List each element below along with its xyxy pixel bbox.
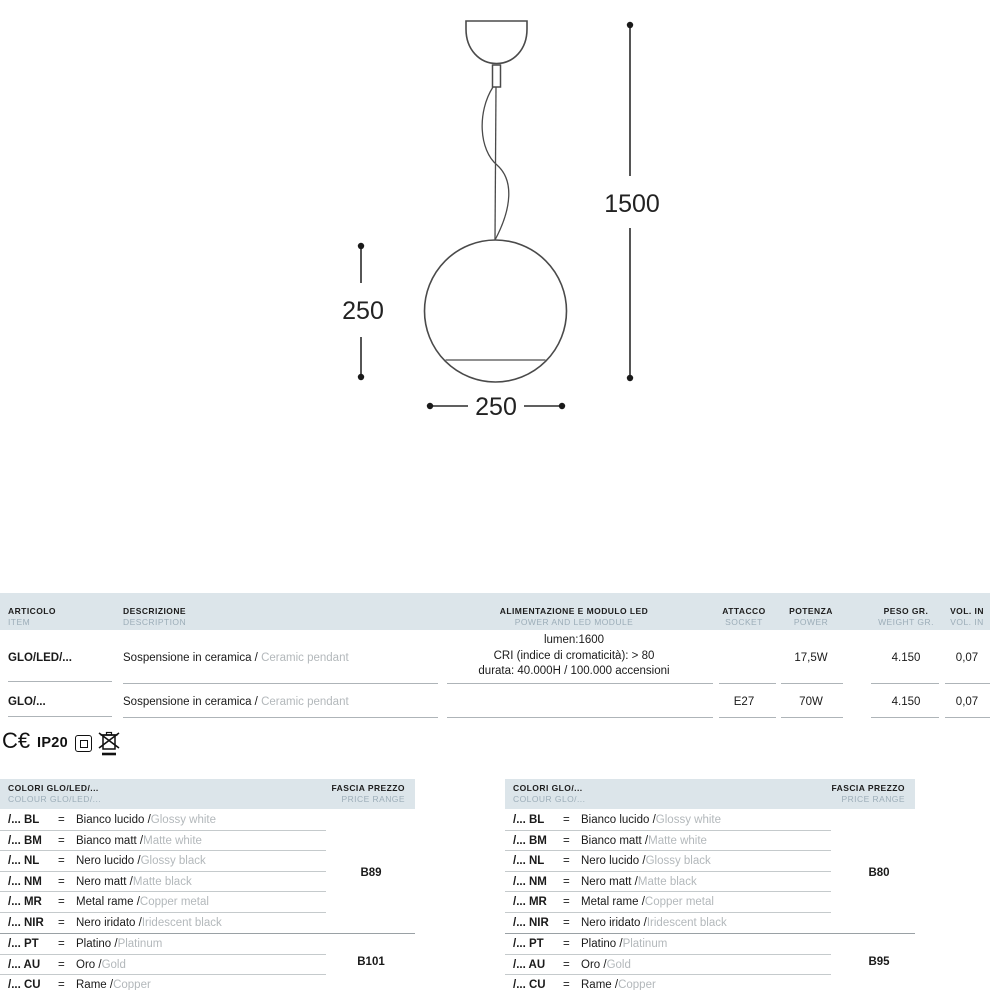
description-it: Sospensione in ceramica /	[123, 696, 262, 708]
ip-rating-label: IP20	[37, 735, 69, 751]
color-row	[0, 831, 415, 852]
equals-sign: =	[58, 896, 65, 909]
color-row	[0, 975, 415, 990]
led-spec-line: durata: 40.000H / 100.000 accensioni	[478, 665, 670, 677]
equals-sign: =	[58, 875, 65, 888]
row-separator	[123, 717, 438, 718]
weight-value: 4.150	[891, 696, 921, 708]
equals-sign: =	[58, 938, 65, 951]
equals-sign: =	[58, 834, 65, 847]
column-header-vol	[927, 606, 990, 627]
row-separator	[447, 683, 713, 684]
power-value: 17,5W	[794, 652, 828, 664]
led-spec-line: lumen:1600	[543, 634, 605, 646]
color-name-en: Platinum	[117, 938, 163, 951]
color-name-en: Glossy white	[150, 814, 216, 827]
row-separator	[945, 717, 990, 718]
equals-sign: =	[563, 896, 570, 909]
column-sublabel: POWER	[793, 617, 829, 627]
article-code: GLO/LED/...	[8, 652, 72, 664]
color-code: /... BL	[8, 814, 40, 827]
price-range-header	[250, 783, 405, 804]
color-name-en: Gold	[606, 958, 631, 971]
dim-sphere-height-label: 250	[342, 297, 384, 325]
color-name-en: Glossy black	[645, 855, 711, 868]
color-code: /... MR	[513, 896, 547, 909]
color-row	[0, 810, 415, 831]
dim-total-height-label: 1500	[604, 190, 660, 218]
equals-sign: =	[58, 814, 65, 827]
color-table-glo-led	[0, 779, 415, 990]
volume-value: 0,07	[955, 652, 979, 664]
row-separator	[781, 717, 843, 718]
description-en: Ceramic pendant	[261, 696, 349, 708]
equals-sign: =	[58, 916, 65, 929]
row-separator	[945, 683, 990, 684]
color-code: /... CU	[513, 979, 546, 990]
color-row	[0, 913, 415, 934]
equals-sign: =	[563, 814, 570, 827]
equals-sign: =	[58, 958, 65, 971]
column-sublabel: POWER AND LED MODULE	[514, 617, 634, 627]
color-name-en: Gold	[101, 958, 126, 971]
color-name-it: Rame /	[76, 979, 114, 990]
color-name-en: Copper metal	[139, 896, 209, 909]
color-code: /... PT	[513, 938, 544, 951]
column-label: PESO GR.	[883, 606, 929, 616]
column-sublabel: VOL. IN	[950, 617, 984, 627]
color-name-en: Copper	[113, 979, 151, 990]
color-name-it: Rame /	[581, 979, 619, 990]
dimension-sphere-width	[427, 393, 565, 421]
color-code: /... NM	[8, 875, 42, 888]
price-header-sublabel: PRICE RANGE	[341, 794, 405, 804]
column-header-led	[449, 606, 699, 627]
column-sublabel: ITEM	[8, 617, 31, 627]
color-name-en: Matte white	[143, 834, 202, 847]
color-name-en: Platinum	[622, 938, 668, 951]
color-name-it: Oro /	[76, 958, 102, 971]
color-name-it: Nero matt /	[76, 875, 133, 888]
row-separator	[719, 717, 776, 718]
color-code: /... NIR	[513, 916, 549, 929]
description-en: Ceramic pendant	[261, 652, 349, 664]
equals-sign: =	[563, 958, 570, 971]
column-label: POTENZA	[789, 606, 833, 616]
color-name-it: Platino /	[76, 938, 118, 951]
column-label: ALIMENTAZIONE E MODULO LED	[499, 606, 649, 616]
sphere-shape	[425, 240, 567, 382]
row-separator	[719, 683, 776, 684]
color-row	[505, 810, 915, 831]
color-row	[0, 934, 415, 955]
color-name-it: Bianco matt /	[581, 834, 649, 847]
color-table-subtitle: COLOUR GLO/LED/...	[8, 794, 102, 804]
weight-value: 4.150	[891, 652, 921, 664]
column-sublabel: WEIGHT GR.	[878, 617, 934, 627]
color-table-title: COLORI GLO/...	[513, 783, 583, 793]
socket-value: E27	[733, 696, 755, 708]
price-range-badge: B80	[868, 867, 890, 879]
price-range-badge: B101	[357, 956, 385, 968]
stem-shape	[493, 65, 501, 87]
color-name-it: Nero lucido /	[581, 855, 646, 868]
row-separator	[123, 683, 438, 684]
color-code: /... BL	[513, 814, 545, 827]
description-cell	[123, 651, 349, 665]
canopy-shape	[466, 21, 527, 64]
color-code: /... NIR	[8, 916, 44, 929]
color-code: /... AU	[513, 958, 546, 971]
description-cell	[123, 695, 349, 709]
price-header-sublabel: PRICE RANGE	[841, 794, 905, 804]
equals-sign: =	[563, 979, 570, 990]
row-separator	[8, 716, 112, 717]
weee-bin-icon	[98, 730, 120, 757]
color-name-en: Copper metal	[644, 896, 714, 909]
color-row	[0, 892, 415, 913]
equals-sign: =	[563, 834, 570, 847]
column-header-descrizione	[123, 606, 186, 627]
color-name-it: Nero iridato /	[76, 916, 142, 929]
color-code: /... BM	[513, 834, 547, 847]
column-label: VOL. IN	[950, 606, 984, 616]
price-header-label: FASCIA PREZZO	[331, 783, 405, 793]
color-name-en: Matte black	[132, 875, 192, 888]
dimension-total-height	[604, 22, 660, 381]
ce-mark-icon: C€	[2, 728, 31, 753]
dim-sphere-width-label: 250	[475, 393, 517, 421]
column-label: DESCRIZIONE	[123, 606, 187, 616]
led-module-cell	[434, 633, 714, 680]
color-name-it: Metal rame /	[76, 896, 140, 909]
column-sublabel: DESCRIPTION	[123, 617, 187, 627]
equals-sign: =	[563, 855, 570, 868]
color-code: /... CU	[8, 979, 41, 990]
row-separator	[447, 717, 713, 718]
color-name-it: Platino /	[581, 938, 623, 951]
color-name-en: Matte white	[648, 834, 707, 847]
column-header-potenza	[771, 606, 851, 627]
column-label: ATTACCO	[722, 606, 766, 616]
price-range-header	[750, 783, 905, 804]
color-row	[505, 831, 915, 852]
color-name-it: Nero matt /	[581, 875, 638, 888]
description-it: Sospensione in ceramica /	[123, 652, 262, 664]
color-name-en: Matte black	[637, 875, 697, 888]
color-table-subtitle: COLOUR GLO/...	[513, 794, 586, 804]
equals-sign: =	[563, 938, 570, 951]
color-name-it: Nero iridato /	[581, 916, 647, 929]
color-code: /... BM	[8, 834, 42, 847]
color-code: /... NL	[8, 855, 40, 868]
color-name-it: Metal rame /	[581, 896, 645, 909]
color-code: /... AU	[8, 958, 41, 971]
row-separator	[871, 717, 939, 718]
row-separator	[781, 683, 843, 684]
color-row	[505, 892, 915, 913]
color-code: /... NL	[513, 855, 545, 868]
color-code: /... PT	[8, 938, 39, 951]
equals-sign: =	[563, 916, 570, 929]
equals-sign: =	[58, 979, 65, 990]
power-value: 70W	[799, 696, 823, 708]
color-code: /... MR	[8, 896, 42, 909]
dimension-sphere-height	[342, 243, 384, 380]
color-name-en: Iridescent black	[646, 916, 727, 929]
equals-sign: =	[58, 855, 65, 868]
double-insulation-icon	[75, 735, 92, 752]
article-code: GLO/...	[8, 696, 46, 708]
color-name-it: Nero lucido /	[76, 855, 141, 868]
column-sublabel: SOCKET	[725, 617, 763, 627]
color-name-en: Copper	[618, 979, 656, 990]
led-spec-line: CRI (indice di cromaticità): > 80	[493, 649, 655, 662]
price-header-label: FASCIA PREZZO	[831, 783, 905, 793]
row-separator	[871, 683, 939, 684]
color-name-it: Bianco lucido /	[76, 814, 151, 827]
color-row	[505, 913, 915, 934]
price-range-badge: B95	[868, 956, 890, 968]
color-name-en: Glossy white	[655, 814, 721, 827]
color-name-it: Bianco matt /	[76, 834, 144, 847]
color-name-en: Glossy black	[140, 855, 206, 868]
color-table-glo	[505, 779, 915, 990]
equals-sign: =	[563, 875, 570, 888]
column-header-articolo	[8, 606, 56, 627]
volume-value: 0,07	[955, 696, 979, 708]
pendant-technical-drawing	[0, 0, 990, 440]
color-table-title: COLORI GLO/LED/...	[8, 783, 99, 793]
color-name-it: Oro /	[581, 958, 607, 971]
row-separator	[8, 681, 112, 682]
column-label: ARTICOLO	[8, 606, 56, 616]
color-row	[505, 975, 915, 990]
color-row	[505, 934, 915, 955]
color-table-title-block	[513, 783, 585, 804]
price-range-badge: B89	[360, 867, 382, 879]
color-table-title-block	[8, 783, 101, 804]
color-code: /... NM	[513, 875, 547, 888]
color-name-en: Iridescent black	[141, 916, 222, 929]
color-name-it: Bianco lucido /	[581, 814, 656, 827]
